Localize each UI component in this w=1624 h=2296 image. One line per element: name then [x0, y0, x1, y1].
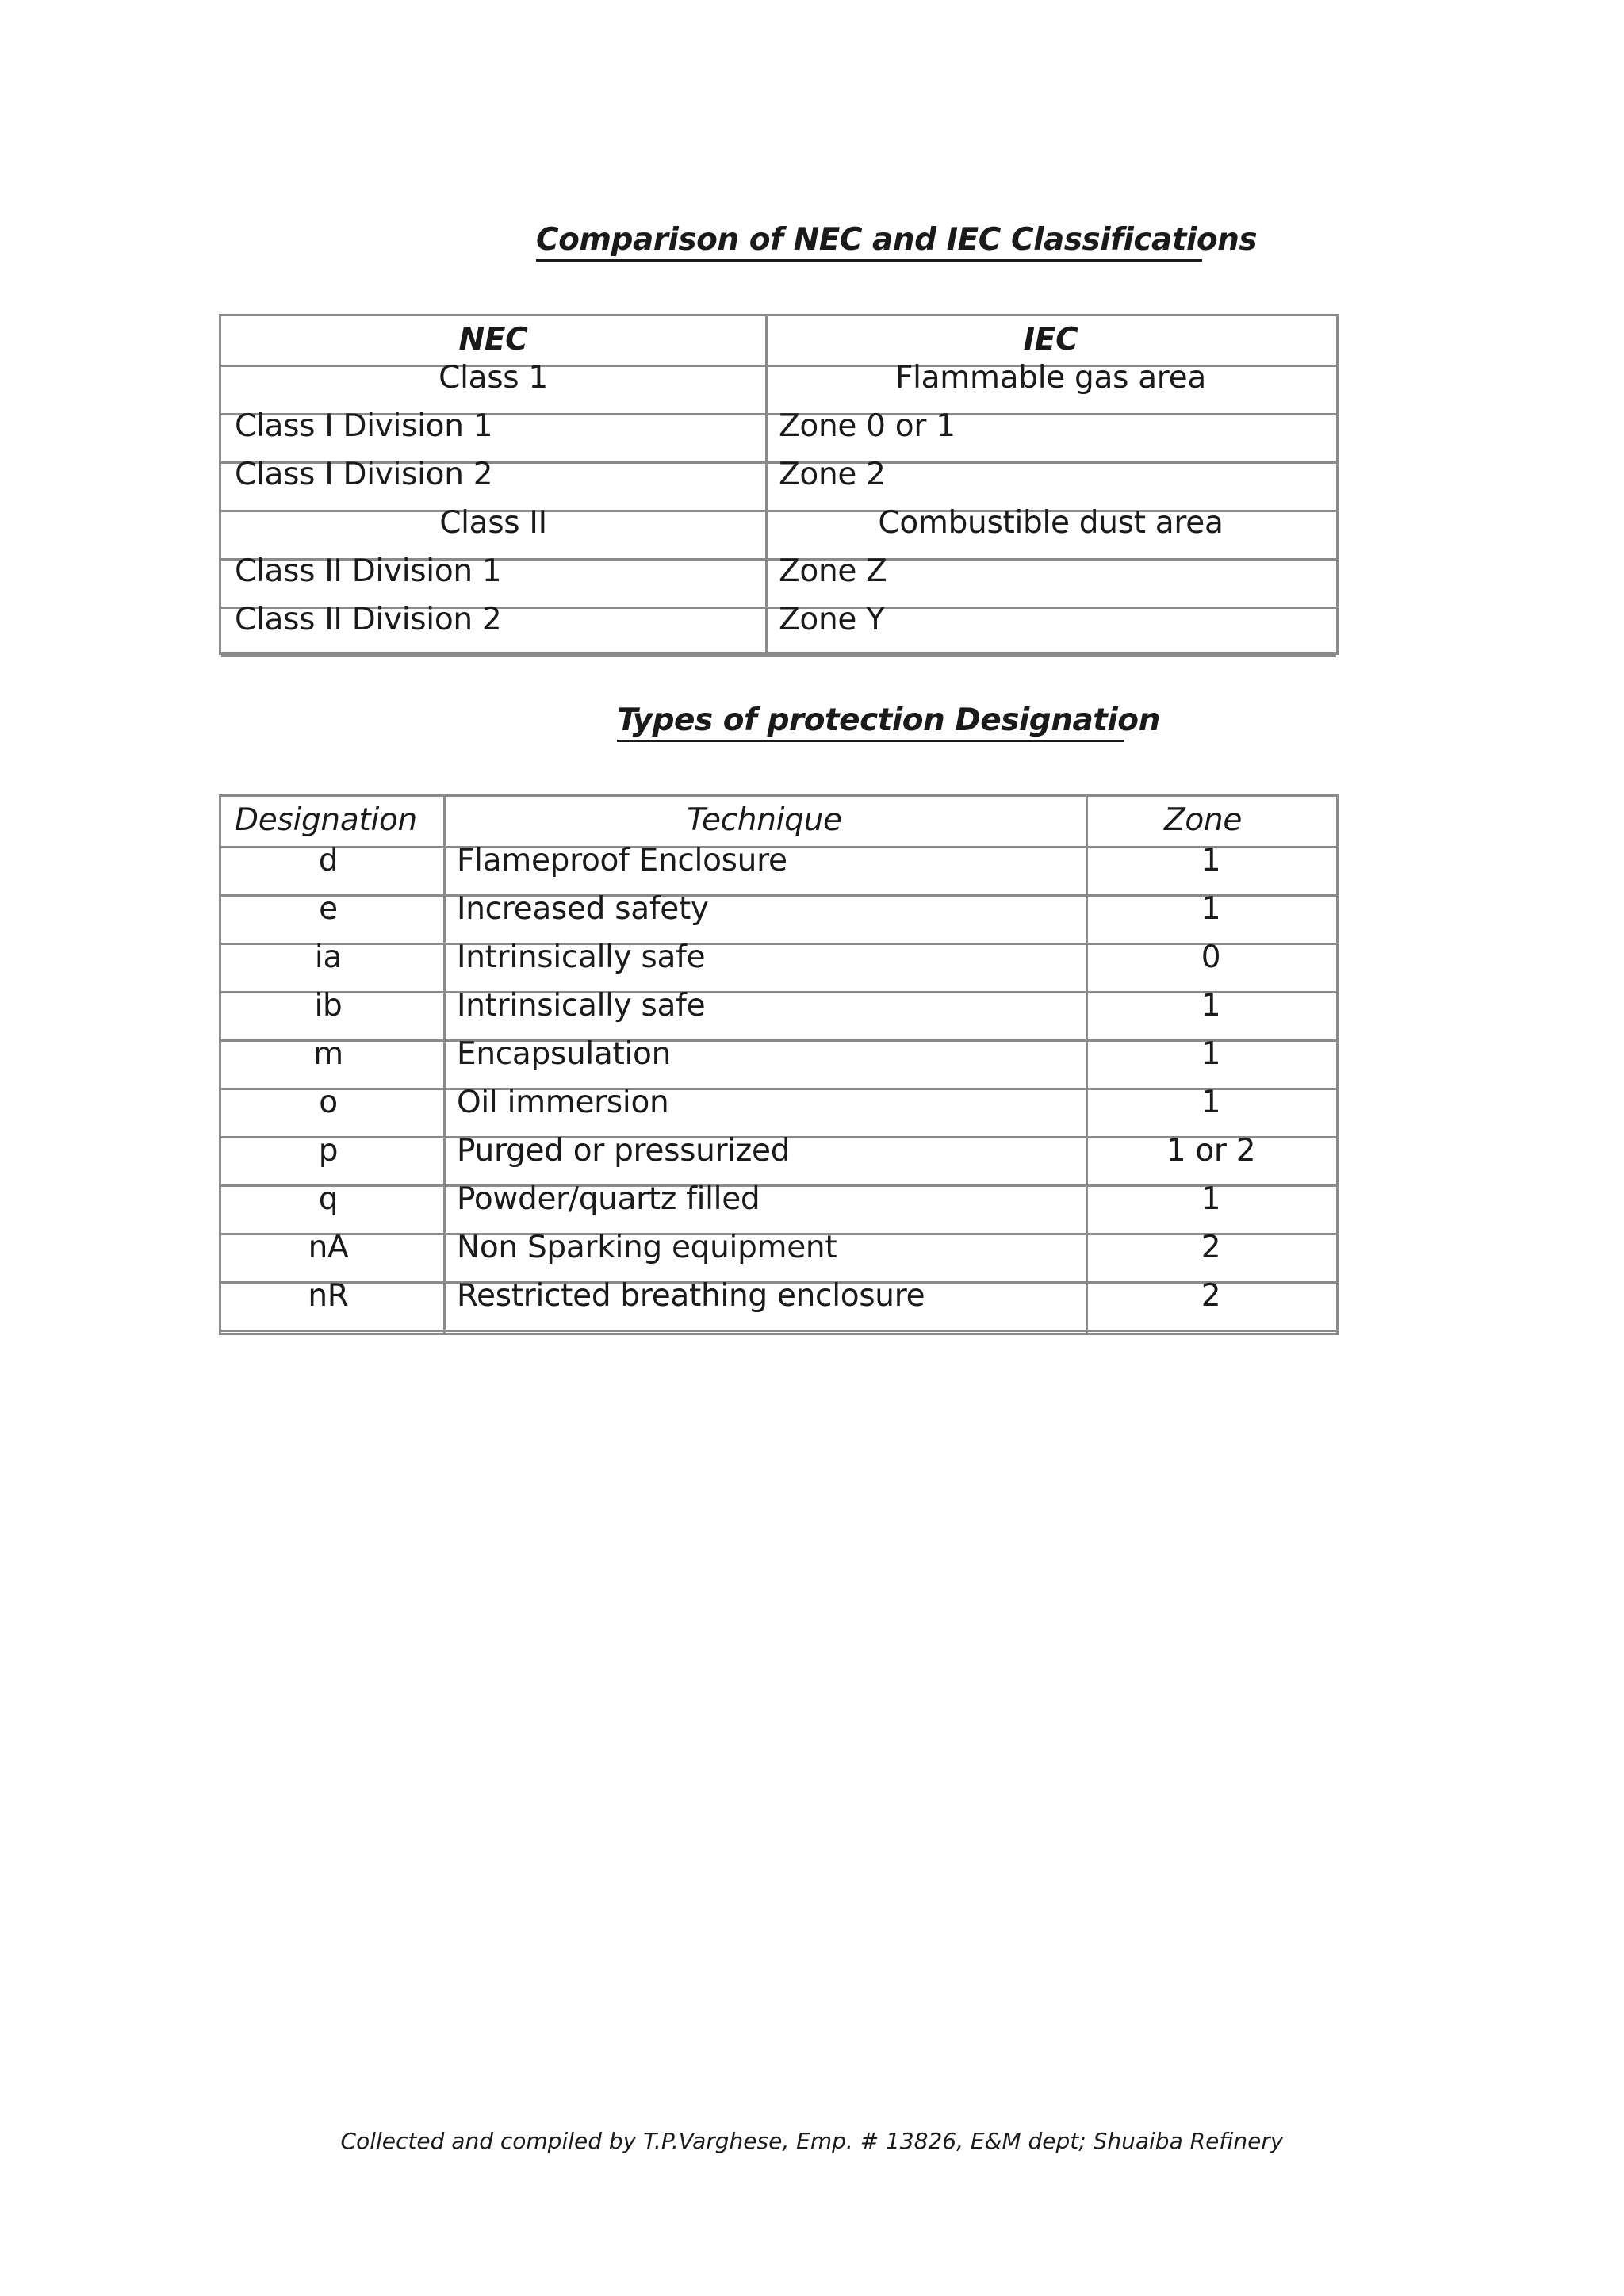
zone-cell: 1 or 2 [1166, 1133, 1256, 1169]
zone-cell: 1 [1201, 1085, 1221, 1120]
zone-cell: 1 [1201, 891, 1221, 927]
zone-cell: 0 [1201, 939, 1221, 975]
designation-cell: p [318, 1133, 339, 1169]
column-divider [443, 797, 446, 1333]
designation-cell: ib [314, 988, 343, 1024]
technique-cell: Non Sparking equipment [457, 1230, 837, 1265]
designation-cell: e [319, 891, 338, 927]
designation-cell: d [318, 843, 339, 878]
iec-cell: Zone 0 or 1 [779, 408, 956, 444]
header-technique: Technique [687, 802, 842, 838]
iec-cell: Zone 2 [779, 457, 886, 492]
designation-cell: o [319, 1085, 338, 1120]
iec-cell: Combustible dust area [878, 505, 1224, 541]
footer-credit: Collected and compiled by T.P.Varghese, Emp. # 13826, E&M dept; Shuaiba Refinery [340, 2128, 1284, 2154]
technique-cell: Increased safety [457, 891, 709, 927]
technique-cell: Restricted breathing enclosure [457, 1278, 925, 1314]
technique-cell: Flameproof Enclosure [457, 843, 787, 878]
row-divider [221, 655, 1336, 657]
zone-cell: 1 [1201, 1036, 1221, 1072]
iec-cell: Flammable gas area [895, 360, 1206, 396]
technique-cell: Powder/quartz filled [457, 1181, 760, 1217]
iec-cell: Zone Z [779, 553, 887, 589]
technique-cell: Intrinsically safe [457, 988, 706, 1024]
nec-cell: Class II Division 1 [235, 553, 502, 589]
protection-title: Types of protection Designation [617, 702, 1160, 740]
zone-cell: 1 [1201, 988, 1221, 1024]
technique-cell: Encapsulation [457, 1036, 672, 1072]
nec-iec-table [219, 314, 1339, 655]
protection-table [219, 794, 1339, 1335]
designation-cell: ia [314, 939, 343, 975]
zone-cell: 1 [1201, 843, 1221, 878]
nec-cell: Class II Division 2 [235, 602, 502, 637]
header-iec: IEC [1023, 322, 1078, 358]
nec-cell: Class I Division 2 [235, 457, 493, 492]
zone-cell: 2 [1201, 1230, 1221, 1265]
designation-cell: nR [308, 1278, 349, 1314]
technique-cell: Purged or pressurized [457, 1133, 791, 1169]
technique-cell: Oil immersion [457, 1085, 669, 1120]
zone-cell: 1 [1201, 1181, 1221, 1217]
designation-cell: m [313, 1036, 343, 1072]
iec-cell: Zone Y [779, 602, 885, 637]
nec-iec-title: Comparison of NEC and IEC Classifications [536, 221, 1257, 259]
nec-cell: Class I Division 1 [235, 408, 493, 444]
designation-cell: nA [308, 1230, 349, 1265]
header-designation: Designation [235, 802, 417, 838]
title-underline [536, 259, 1202, 262]
row-divider [221, 1330, 1336, 1332]
technique-cell: Intrinsically safe [457, 939, 706, 975]
designation-cell: q [318, 1181, 339, 1217]
nec-cell: Class II [439, 505, 547, 541]
zone-cell: 2 [1201, 1278, 1221, 1314]
header-zone: Zone [1163, 802, 1243, 838]
nec-cell: Class 1 [439, 360, 548, 396]
header-nec: NEC [458, 322, 528, 358]
title-underline [617, 740, 1124, 742]
